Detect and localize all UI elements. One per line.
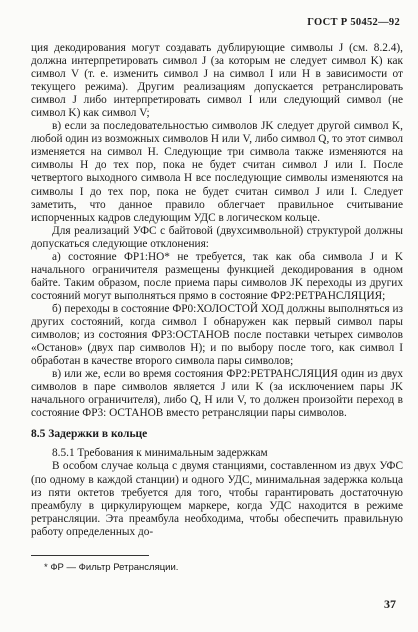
footnote-divider	[31, 555, 149, 556]
paragraph-min-delays: В особом случае кольца с двумя станциями, составленном из двух УФС (по одному в каждой станции) и одного УДС, минимальная задержка кольца из пяти октетов требуется для того, чтобы гарантировать достаточную преамбулу в циркулирующем маркере, когда УДС находится в режиме ретрансляции. Эта преамбула необходима, чтобы обеспечить правильную работу определенных до-	[31, 460, 403, 538]
footnote: * ФР — Фильтр Ретрансляции.	[44, 562, 179, 573]
subsection-title: 8.5.1 Требования к минимальным задержкам	[52, 447, 268, 460]
paragraph-continuation: ция декодирования могут создавать дублирующие символы J (см. 8.2.4), должна интерпретировать символ J (за которым не следует символ K) как символ V (т. е. изменить символ J на символ I или H в зависимости от текущего режима). Другим реализациям допускается ретранслировать символ J либо интерпретировать символ I или следующий символ (не символ K) как символ V;	[31, 42, 403, 120]
paragraph-item-v: в) если за последовательностью символов JK следует другой символ K, любой один из возможных символов H или V, либо символ Q, то этот символ изменяется на символ H. Следующие три символа также изменяются на символы H до тех пор, пока не будет считан символ J или I. После четвертого выходного символа H все последующие символы изменяются на символы I до тех пор, пока не будет считан символ J или I. Следует заметить, что данное правило облегчает правильное считывание испорченных кадров следующим УДС в логическом кольце.	[31, 120, 403, 224]
section-title: Задержки в кольце	[48, 428, 148, 441]
subsection-heading	[31, 447, 403, 460]
section-heading	[31, 428, 403, 441]
paragraph-item-c: в) или же, если во время состояния ФР2:РЕТРАНСЛЯЦИЯ один из двух символов в паре символов является J или K (за исключением пары JK начального ограничителя), либо Q, H или V, то должен произойти переход в состояние ФР3: ОСТАНОВ вместо ретрансляции пары символов.	[31, 368, 403, 420]
standard-header: ГОСТ Р 50452—92	[307, 17, 400, 28]
paragraph-item-b: б) переходы в состояние ФР0:ХОЛОСТОЙ ХОД должны выполняться из других состояний, когда символ I обнаружен как первый символ пары символов; из состояния ФР3:ОСТАНОВ после поставки четырех символов «Останов» (двух пар символов H); и по выбору после того, как символ I обработан в качестве второго символа пары символов;	[31, 302, 403, 368]
paragraph-item-a: а) состояние ФР1:НО* не требуется, так как оба символа J и K начального ограничителя размещены функцией декодирования в одном байте. Таким образом, после приема пары символов JK переходы из других состояний могут выполняться прямо в состояние ФР2:РЕТРАНСЛЯЦИЯ;	[31, 250, 403, 302]
section-number: 8.5	[31, 428, 46, 441]
page-body	[31, 42, 403, 539]
paragraph-deviations-intro: Для реализаций УФС с байтовой (двухсимвольной) структурой должны допускаться следующие отклонения:	[31, 224, 403, 250]
page-number: 37	[384, 597, 396, 611]
